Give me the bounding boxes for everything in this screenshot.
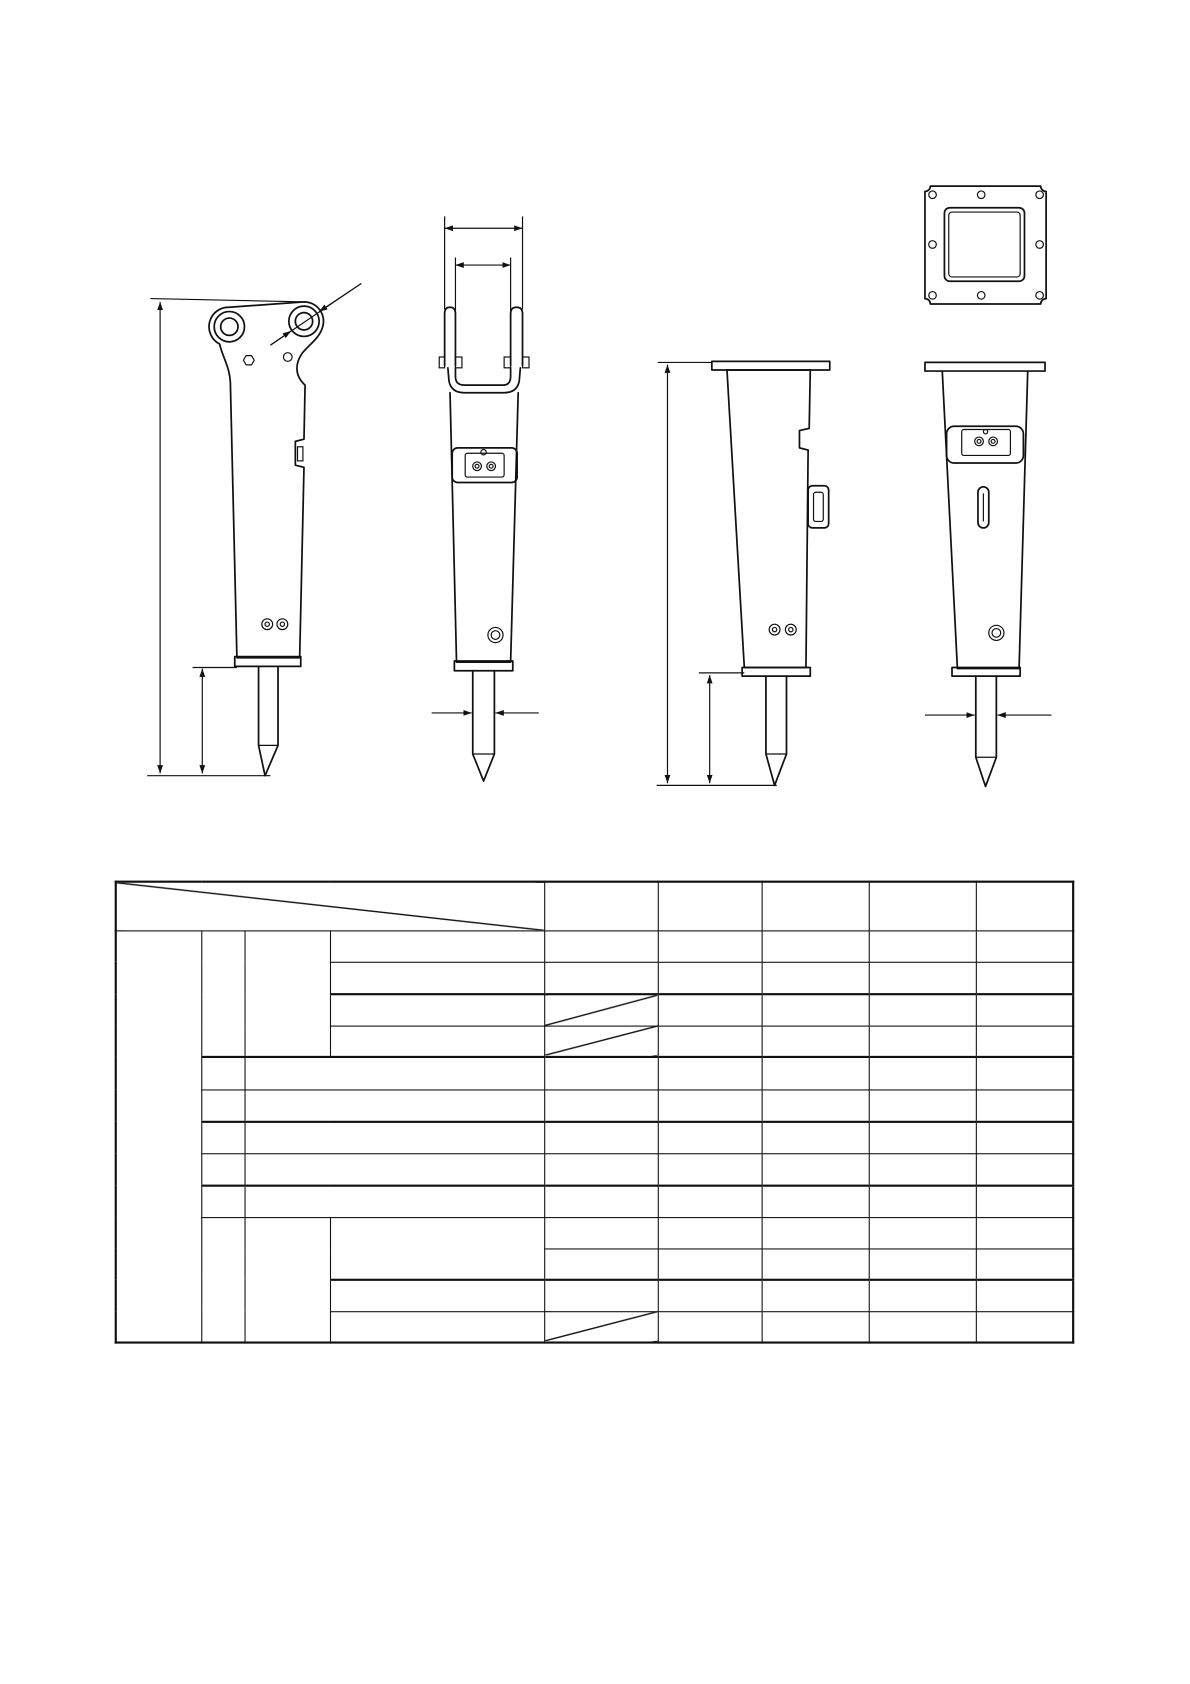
table-value-cell	[658, 1248, 762, 1279]
bracket-body-outline	[209, 302, 323, 658]
table-group-label-cell	[116, 930, 201, 1342]
table-not-applicable-cell	[544, 994, 658, 1025]
table-item-label-cell	[330, 1217, 544, 1280]
chisel	[976, 676, 997, 786]
table-model-header-cell	[976, 882, 1073, 931]
table-model-header-cell	[658, 882, 762, 931]
top-plate-window-inner	[949, 212, 1020, 277]
front-view-box-type	[925, 362, 1052, 786]
chisel	[259, 666, 278, 775]
table-subgroup-label-cell	[201, 1057, 244, 1089]
table-value-cell	[762, 994, 869, 1025]
table-item-label-cell	[244, 1057, 544, 1089]
table-value-cell	[544, 1153, 658, 1185]
pin-boss-right	[289, 306, 319, 336]
table-value-cell	[976, 994, 1073, 1025]
table-item-label-cell	[244, 1089, 544, 1121]
table-value-cell	[869, 1311, 976, 1342]
table-not-applicable-cell	[544, 1311, 658, 1342]
table-value-cell	[658, 1026, 762, 1057]
table-value-cell	[762, 1089, 869, 1121]
table-value-cell	[658, 1217, 762, 1248]
table-value-cell	[869, 1280, 976, 1311]
side-view-box-type	[657, 361, 830, 785]
table-value-cell	[976, 1217, 1073, 1248]
pin-hole-left	[221, 318, 238, 335]
box-body-outline	[942, 371, 1027, 668]
bracket-base-inner	[455, 368, 510, 385]
table-value-cell	[762, 1153, 869, 1185]
bolt-outer	[785, 624, 796, 635]
table-value-cell	[544, 1186, 658, 1217]
pin-hole-right	[295, 313, 312, 330]
extension-line	[150, 299, 301, 302]
breaker-body-outline	[450, 393, 518, 662]
top-plate-view	[925, 186, 1046, 304]
hex-bolt	[243, 356, 254, 365]
mounting-hole	[1036, 191, 1044, 199]
bracket-nut	[455, 357, 461, 368]
table-value-cell	[869, 1153, 976, 1185]
table-value-cell	[658, 1089, 762, 1121]
table-item-label-cell	[244, 1186, 544, 1217]
pin-diameter-arrow	[319, 283, 361, 311]
bolt-inner	[789, 627, 793, 631]
box-body-outline	[727, 370, 810, 667]
table-value-cell	[658, 1122, 762, 1153]
side-view-bracket-type	[147, 283, 361, 775]
table-model-header-cell	[762, 882, 869, 931]
chisel	[473, 671, 495, 781]
valve-port-window	[465, 453, 504, 477]
table-value-cell	[658, 1311, 762, 1342]
bracket-side-plate-right	[511, 307, 523, 365]
table-value-cell	[544, 1122, 658, 1153]
mounting-hole	[977, 292, 985, 300]
table-not-applicable-cell	[544, 1026, 658, 1057]
table-value-cell	[869, 994, 976, 1025]
mounting-hole	[929, 241, 937, 249]
port-plug	[481, 449, 486, 454]
table-model-header-cell	[544, 882, 658, 931]
table-item-label-cell	[330, 1280, 544, 1311]
table-value-cell	[762, 1026, 869, 1057]
mounting-hole	[929, 191, 937, 199]
table-value-cell	[762, 1186, 869, 1217]
mounting-hole	[977, 191, 985, 199]
table-value-cell	[869, 1122, 976, 1153]
table-value-cell	[544, 1057, 658, 1089]
table-value-cell	[869, 1217, 976, 1248]
table-row	[116, 1089, 1073, 1121]
table-row	[116, 1122, 1073, 1153]
table-item-label-cell	[244, 1153, 544, 1185]
table-value-cell	[658, 1153, 762, 1185]
table-value-cell	[869, 1057, 976, 1089]
grease-fitting-inner	[491, 631, 500, 640]
table-value-cell	[544, 1089, 658, 1121]
table-item-label-cell	[330, 1311, 544, 1342]
bolt-hole	[283, 353, 292, 362]
mounting-hole	[1036, 292, 1044, 300]
table-value-cell	[544, 1217, 658, 1248]
table-value-cell	[976, 1311, 1073, 1342]
table-value-cell	[544, 930, 658, 961]
table-value-cell	[976, 1186, 1073, 1217]
bolt-outer	[262, 619, 273, 630]
front-head-collar	[742, 667, 810, 676]
table-value-cell	[544, 1248, 658, 1279]
port-fitting-center	[991, 439, 995, 443]
table-value-cell	[762, 1122, 869, 1153]
port-plug	[983, 429, 987, 433]
table-subgroup-label-cell	[201, 930, 244, 1057]
table-subgroup-label-cell	[201, 1217, 244, 1342]
port-fitting-center	[489, 464, 493, 468]
port-fitting	[473, 462, 482, 471]
port-fitting-center	[475, 464, 479, 468]
table-value-cell	[762, 1217, 869, 1248]
pin-boss-left	[214, 312, 244, 342]
bolt-inner	[772, 627, 776, 631]
top-mounting-plate	[712, 361, 830, 370]
valve-block	[947, 426, 1024, 463]
chisel	[766, 676, 787, 785]
table-value-cell	[658, 962, 762, 994]
table-subgroup-label-cell	[244, 1217, 329, 1342]
table-value-cell	[762, 1280, 869, 1311]
pin-diameter-arrow	[270, 331, 291, 345]
table-value-cell	[658, 1280, 762, 1311]
table-value-cell	[976, 1026, 1073, 1057]
table-value-cell	[658, 1057, 762, 1089]
table-item-label-cell	[330, 962, 544, 994]
port-fitting	[989, 437, 998, 446]
top-plate-window-outer	[944, 208, 1024, 282]
table-item-label-cell	[330, 930, 544, 961]
bracket-nut	[523, 357, 529, 368]
table-row	[116, 1153, 1073, 1185]
grease-fitting-outer	[989, 625, 1004, 640]
grease-fitting-inner	[992, 629, 1001, 638]
table-item-label-cell	[330, 994, 544, 1025]
top-mounting-plate	[925, 362, 1045, 371]
table-value-cell	[869, 1089, 976, 1121]
table-row	[116, 1057, 1073, 1089]
table-subgroup-label-cell	[201, 1153, 244, 1185]
table-value-cell	[762, 930, 869, 961]
table-model-header-cell	[869, 882, 976, 931]
table-item-label-cell	[244, 1122, 544, 1153]
breaker-drawings	[0, 0, 1190, 822]
notch-detail	[297, 447, 302, 461]
table-value-cell	[762, 1311, 869, 1342]
table-value-cell	[544, 962, 658, 994]
table-value-cell	[869, 962, 976, 994]
table-value-cell	[544, 1280, 658, 1311]
port-fitting	[975, 437, 984, 446]
table-value-cell	[762, 1057, 869, 1089]
table-value-cell	[976, 1122, 1073, 1153]
top-plate-outline	[925, 186, 1046, 304]
table-value-cell	[658, 1186, 762, 1217]
table-subgroup-label-cell	[201, 1122, 244, 1153]
table-header-row	[116, 882, 1073, 931]
table-row	[116, 1217, 1073, 1248]
table-subgroup-label-cell	[244, 930, 329, 1057]
mounting-hole	[929, 292, 937, 300]
table-subgroup-label-cell	[201, 1089, 244, 1121]
table-row	[116, 1186, 1073, 1217]
port-fitting	[487, 462, 496, 471]
mounting-hole	[1036, 241, 1044, 249]
table-value-cell	[976, 1248, 1073, 1279]
table-value-cell	[976, 1153, 1073, 1185]
table-row	[116, 930, 1073, 961]
bracket-side-plate-left	[445, 307, 456, 365]
front-view-bracket-type	[432, 216, 539, 781]
side-handle-opening	[814, 492, 824, 521]
bracket-nut	[504, 357, 510, 368]
bolt-outer	[769, 624, 780, 635]
table-corner-header-cell	[116, 882, 544, 931]
table-value-cell	[976, 1089, 1073, 1121]
bolt-outer	[277, 619, 288, 630]
table-value-cell	[762, 962, 869, 994]
table-value-cell	[869, 1248, 976, 1279]
port-fitting-center	[977, 439, 981, 443]
specification-table	[115, 881, 1075, 1344]
table-value-cell	[976, 962, 1073, 994]
table-item-label-cell	[330, 1026, 544, 1057]
table-value-cell	[658, 994, 762, 1025]
table-value-cell	[762, 1248, 869, 1279]
table-value-cell	[976, 930, 1073, 961]
table-value-cell	[869, 930, 976, 961]
bolt-inner	[280, 622, 284, 626]
table-value-cell	[976, 1280, 1073, 1311]
table-subgroup-label-cell	[201, 1186, 244, 1217]
grease-fitting-outer	[488, 627, 503, 642]
bolt-inner	[265, 622, 269, 626]
table-value-cell	[658, 930, 762, 961]
table-value-cell	[869, 1026, 976, 1057]
table-value-cell	[976, 1057, 1073, 1089]
table-value-cell	[869, 1186, 976, 1217]
